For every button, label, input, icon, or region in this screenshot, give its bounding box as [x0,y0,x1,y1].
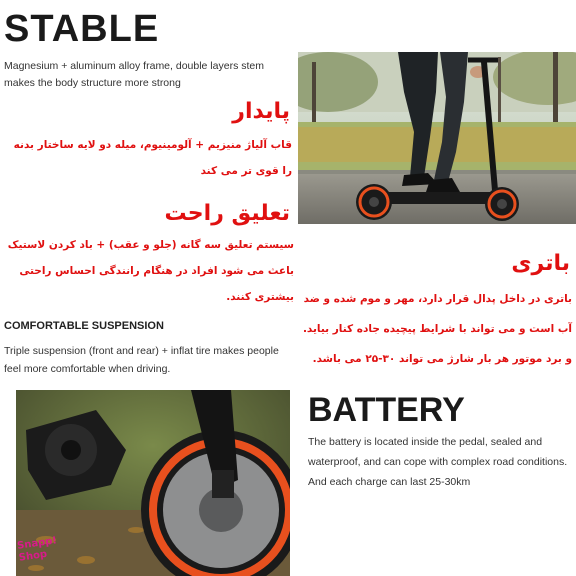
persian-battery-title: باتری [511,251,570,276]
persian-battery-body: باتری در داخل پدال قرار دارد، مهر و موم شده و ضد آب است و می تواند با شرایط پیچیده جاده کنار بیاید. و برد موتور هر بار شارژ می تواند ۳۰-۲۵ می باشد. [302,293,572,365]
scooter-rider-photo [298,52,576,224]
stable-heading: STABLE [4,8,160,50]
persian-stable-title: پایدار [232,99,290,124]
watermark-line2: Shop [18,548,48,564]
comfortable-suspension-description: Triple suspension (front and rear) + inflat tire makes people feel more comfortable when driving. [4,345,279,375]
stable-description: Magnesium + aluminum alloy frame, double layers stem makes the body structure more strong [4,60,264,89]
battery-description: The battery is located inside the pedal, sealed and waterproof, and can cope with complex road conditions. And each charge can last 25-30km [308,436,568,488]
wheel-closeup-photo [16,390,290,576]
comfortable-suspension-heading: COMFORTABLE SUSPENSION [4,320,164,332]
persian-comfort-body: سیستم تعلیق سه گانه (جلو و عقب) + باد کردن لاستیک باعث می شود افراد در هنگام رانندگی احساس راحتی بیشتری کنند. [7,239,294,303]
persian-comfort-title: تعلیق راحت [164,201,290,226]
scooter-rider-illustration [298,52,576,224]
persian-stable-body: قاب آلیاژ منیزیم + آلومینیوم، میله دو لایه ساختار بدنه را قوی تر می کند [13,139,292,177]
watermark-line1: Snapp! [16,535,58,552]
battery-heading: BATTERY [308,391,465,429]
